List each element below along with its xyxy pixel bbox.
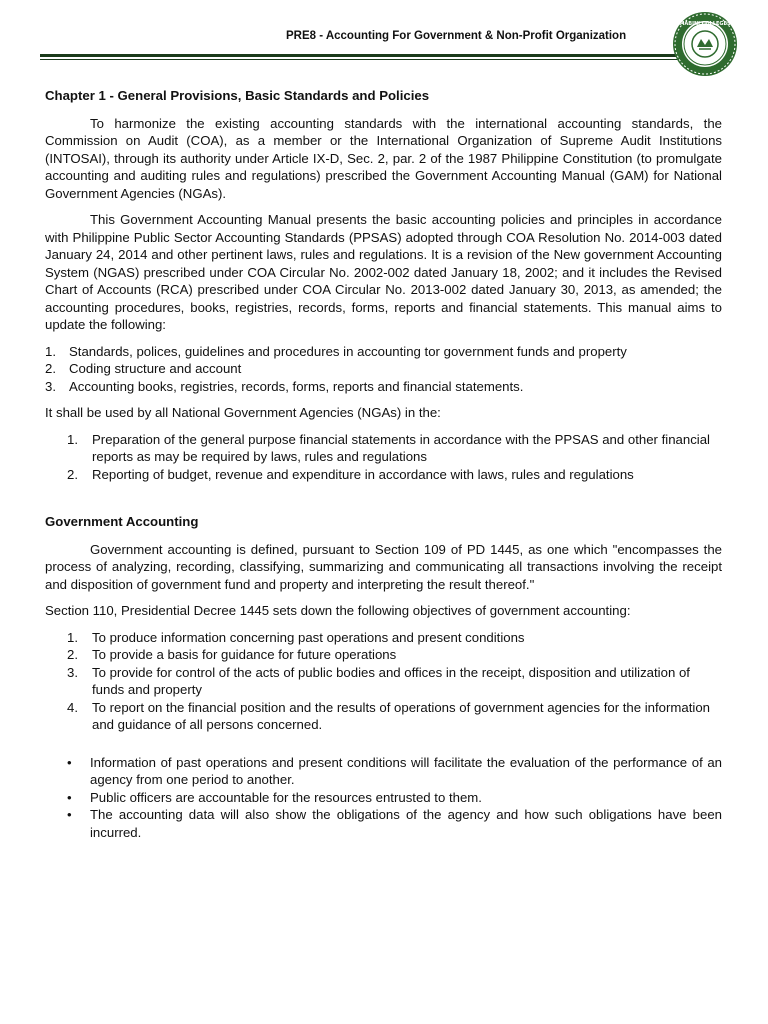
usage-intro: It shall be used by all National Government Agencies (NGAs) in the:	[45, 405, 441, 420]
list-text: Preparation of the general purpose financial statements in accordance with the PPSAS and other financial reports as may be required by laws, rules and regulations	[92, 431, 710, 464]
list-item	[67, 466, 722, 484]
list-item	[45, 343, 722, 361]
bullet-text: Information of past operations and present conditions will facilitate the evaluation of the performance of an agency from one period to another.	[90, 754, 722, 787]
seal-text: MABINI COLLEGES	[679, 21, 731, 27]
bullet-text: Public officers are accountable for the resources entrusted to them.	[90, 789, 482, 805]
list-text: To produce information concerning past operations and present conditions	[92, 629, 525, 645]
list-number: 1.	[67, 629, 78, 645]
list-item	[67, 629, 722, 647]
bullet-icon: •	[67, 754, 72, 770]
chapter-paragraph-1: To harmonize the existing accounting standards with the international accounting standards, the Commission on Audit (COA), as a member or the International Organization of Supreme Audit Institutions (INTOSAI), through its authority under Article IX-D, Sec. 2, par. 2 of the 1987 Philippine Constitution (to promulgate accounting and auditing rules and regulations) prescribed the Government Accounting Manual (GAM) for National Government Agencies (NGAs).	[45, 115, 722, 201]
bullet-item	[67, 806, 722, 841]
list-number: 2.	[67, 466, 78, 482]
definition-paragraph: Government accounting is defined, pursuant to Section 109 of PD 1445, as one which "encompasses the process of analyzing, recording, classifying, summarizing and communicating all transactions involving the receipt and disposition of government fund and property and interpreting the result thereof."	[45, 541, 722, 592]
header-rule-thin	[40, 59, 680, 60]
list-number: 1.	[45, 343, 56, 359]
list-item	[67, 646, 722, 664]
list-number: 3.	[45, 378, 56, 394]
chapter-paragraph-2: This Government Accounting Manual presents the basic accounting policies and principles in accordance with Philippine Public Sector Accounting Standards (PPSAS) adopted through COA Resolution No. 2014-003 dated January 24, 2014 and other pertinent laws, rules and regulations. It is a revision of the New government Accounting System (NGAS) prescribed under COA Circular No. 2002-002 dated January 18, 2002; and it includes the Revised Chart of Accounts (RCA) prescribed under COA Circular No. 2013-002 dated January 30, 2013, as amended; the accounting procedures, books, registries, records, forms, reports and financial statements. This manual aims to update the following:	[45, 212, 722, 332]
list-item	[45, 378, 722, 396]
list-text: Standards, polices, guidelines and procedures in accounting tor government funds and property	[69, 343, 627, 359]
list-text: Accounting books, registries, records, forms, reports and financial statements.	[69, 378, 524, 394]
bullet-icon: •	[67, 807, 72, 822]
update-list	[45, 343, 722, 396]
objectives-intro: Section 110, Presidential Decree 1445 sets down the following objectives of government accounting:	[45, 603, 631, 618]
bullet-item	[67, 754, 722, 789]
objectives-list	[67, 629, 722, 734]
list-item	[45, 360, 722, 378]
list-number: 3.	[67, 664, 78, 680]
list-item	[67, 431, 722, 466]
list-text: To provide for control of the acts of public bodies and offices in the receipt, disposition and utilization of funds and property	[92, 664, 690, 697]
college-seal-logo	[672, 11, 738, 77]
list-text: To report on the financial position and the results of operations of government agencies for the information and guidance of all persons concerned.	[92, 699, 710, 732]
list-number: 2.	[67, 647, 78, 662]
bullet-item	[67, 789, 722, 807]
list-number: 1.	[67, 431, 78, 447]
header-rule	[40, 54, 680, 57]
list-item	[67, 699, 722, 734]
bullet-list	[67, 754, 722, 842]
list-text: Coding structure and account	[69, 361, 242, 376]
list-item	[67, 664, 722, 699]
list-number: 2.	[45, 361, 56, 376]
usage-list	[67, 431, 722, 484]
chapter-title: Chapter 1 - General Provisions, Basic Standards and Policies	[45, 88, 430, 103]
section-title: Government Accounting	[45, 514, 199, 529]
list-number: 4.	[67, 699, 78, 715]
bullet-text: The accounting data will also show the obligations of the agency and how such obligations have been incurred.	[90, 807, 722, 840]
document-header-title: PRE8 - Accounting For Government & Non-Profit Organization	[286, 30, 627, 42]
list-text: To provide a basis for guidance for future operations	[92, 647, 397, 662]
document-body	[45, 87, 722, 841]
list-text: Reporting of budget, revenue and expenditure in accordance with laws, rules and regulations	[92, 466, 634, 482]
bullet-icon: •	[67, 789, 72, 805]
